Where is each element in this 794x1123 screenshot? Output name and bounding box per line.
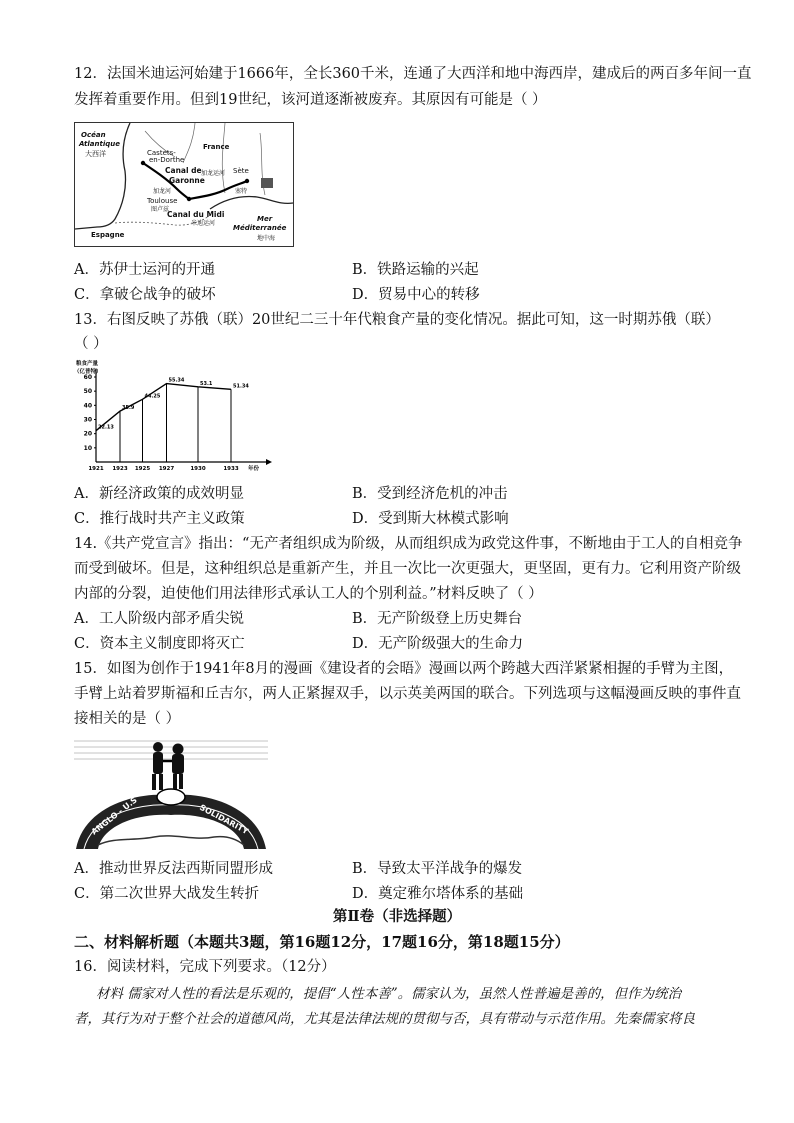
y-tick-label: 60 [83, 374, 92, 381]
q14-stem-line2: 而受到破坏。但是，这种组织总是重新产生，并且一次比一次更强大，更坚固，更有力。它利用资产阶级 [74, 561, 741, 577]
france-label: France [203, 143, 230, 151]
sete-label: Sète [233, 167, 249, 175]
castets-label: Castets- [147, 149, 176, 157]
toulouse-label: Toulouse [147, 197, 178, 205]
q14-option-a[interactable]: A．工人阶级内部矛盾尖锐 [74, 611, 244, 627]
chart-xlabel: 年份 [248, 466, 260, 472]
y-tick-label: 10 [83, 444, 92, 452]
q12-option-c[interactable]: C．拿破仑战争的破坏 [74, 287, 216, 303]
data-label: 55.34 [168, 377, 185, 384]
q15-stem-line1: 15．如图为创作于1941年8月的漫画《建设者的会晤》漫画以两个跨越大西洋紧紧相握的手臂为主图， [74, 661, 734, 677]
q14-stem-line1: 14.《共产党宣言》指出：“无产者组织成为阶级，从而组织成为政党这件事，不断地由于工人的自相竞争 [74, 536, 743, 552]
garonne-river-cn: 加龙河 [153, 188, 172, 195]
midi-label: Canal du Midi [167, 210, 225, 219]
data-label: 53.1 [200, 380, 213, 387]
cartoon-image [74, 737, 268, 849]
sete-point [245, 179, 249, 183]
q15-stem-line2: 手臂上站着罗斯福和丘吉尔，两人正紧握双手，以示英美两国的联合。下列选项与这幅漫画反映的事件直 [74, 686, 741, 702]
ocean-label: Océan [81, 131, 106, 139]
sete-marker [261, 178, 273, 188]
q15-option-b[interactable]: B．导致太平洋战争的爆发 [352, 861, 523, 877]
clasped-hands [157, 789, 185, 805]
q12-option-a[interactable]: A．苏伊士运河的开通 [74, 262, 215, 278]
q15-option-a[interactable]: A．推动世界反法西斯同盟形成 [74, 861, 273, 877]
garonne-cn-label: 加龙运河 [201, 170, 226, 177]
x-axis-arrow [266, 459, 272, 465]
toulouse-point [187, 197, 191, 201]
x-tick-label: 1930 [190, 466, 206, 472]
section-title: 第Ⅱ卷（非选择题） [332, 908, 462, 925]
garonne-label: Canal de [165, 166, 202, 175]
series-line [96, 384, 231, 431]
ocean-label-2: Atlantique [79, 140, 120, 148]
q15-stem-line3: 接相关的是（ ） [74, 711, 181, 727]
q13-option-a[interactable]: A．新经济政策的成效明显 [74, 486, 244, 502]
y-tick-label: 40 [83, 402, 92, 410]
cartoon-left-label: ANGLO - U.S [89, 795, 139, 837]
chart-ylabel: 粮食产量 [76, 361, 99, 367]
q15-option-c[interactable]: C．第二次世界大战发生转折 [74, 886, 260, 902]
mer-cn-label: 地中海 [257, 235, 276, 242]
q12-option-b[interactable]: B．铁路运输的兴起 [352, 262, 479, 278]
canal-map-drawing [75, 123, 293, 246]
garonne-label-2: Garonne [169, 176, 205, 185]
y-tick-label: 20 [83, 430, 92, 438]
q15-option-d[interactable]: D．奠定雅尔塔体系的基础 [352, 886, 524, 902]
mer-label: Mer [257, 215, 273, 223]
x-tick-label: 1925 [134, 466, 151, 472]
x-tick-label: 1921 [88, 466, 104, 472]
mer-label-2: Méditerranée [233, 224, 287, 232]
q12-option-d[interactable]: D．贸易中心的转移 [352, 287, 480, 303]
q14-option-c[interactable]: C．资本主义制度即将灭亡 [74, 636, 245, 652]
cartoon-right-label: SOLIDARITY [198, 802, 250, 837]
y-tick-label: 30 [83, 416, 92, 424]
river [222, 123, 225, 193]
y-tick-label: 50 [83, 388, 92, 396]
river [183, 123, 195, 163]
x-tick-label: 1933 [223, 466, 239, 472]
grain-chart-svg [74, 357, 274, 477]
grain-chart [74, 357, 274, 477]
q12-stem-line1: 12．法国米迪运河始建于1666年，全长360千米，连通了大西洋和地中海西岸，建成后的两百多年间一直 [74, 66, 752, 82]
q14-option-d[interactable]: D．无产阶级强大的生命力 [352, 636, 524, 652]
data-label: 22.13 [98, 424, 114, 431]
q14-stem-line3: 内部的分裂，迫使他们用法律形式承认工人的个别利益。”材料反映了（ ） [74, 586, 543, 602]
castets-label-2: en-Dorthe [149, 156, 185, 164]
q13-option-d[interactable]: D．受到斯大林模式影响 [352, 511, 509, 527]
mediterranean-coastline [210, 197, 293, 210]
sete-cn-label: 塞特 [235, 188, 248, 195]
castets-point [141, 161, 145, 165]
q12-stem-line2: 发挥着重要作用。但到19世纪，该河道逐渐被废弃。其原因有可能是（ ） [74, 92, 547, 108]
q13-option-b[interactable]: B．受到经济危机的冲击 [352, 486, 508, 502]
x-tick-label: 1923 [112, 466, 128, 472]
q14-option-b[interactable]: B．无产阶级登上历史舞台 [352, 611, 523, 627]
section-heading: 二、材料解析题（本题共3题，第16题12分，17题16分，第18题15分） [74, 933, 570, 951]
q16-material-line1: 材料 儒家对人性的看法是乐观的，提倡“人性本善”。儒家认为，虽然人性普遍是善的，但作为统治 [96, 986, 682, 1002]
data-label: 35.9 [122, 405, 135, 412]
q16-stem: 16．阅读材料，完成下列要求。（12分） [74, 959, 336, 975]
data-label: 44.25 [144, 393, 161, 400]
x-tick-label: 1927 [158, 466, 175, 472]
ocean-cn-label: 大西洋 [85, 150, 106, 158]
q16-material-line2: 者，其行为对于整个社会的道德风尚，尤其是法律法规的贯彻与否，具有带动与示范作用。先秦儒家将良 [74, 1011, 695, 1027]
q13-stem-line2: （ ） [74, 336, 108, 352]
data-label: 51.34 [233, 383, 249, 390]
canal-map [74, 122, 294, 247]
q13-option-c[interactable]: C．推行战时共产主义政策 [74, 511, 245, 527]
espagne-label: Espagne [91, 231, 125, 239]
q13-stem-line1: 13．右图反映了苏俄（联）20世纪二三十年代粮食产量的变化情况。据此可知，这一时期苏俄（联） [74, 312, 720, 328]
toulouse-cn-label: 图卢兹 [151, 206, 170, 213]
cartoon-drawing [74, 737, 268, 849]
chart-ylabel-2: （亿普特） [74, 369, 102, 375]
midi-cn-label: 米迪运河 [191, 220, 216, 227]
